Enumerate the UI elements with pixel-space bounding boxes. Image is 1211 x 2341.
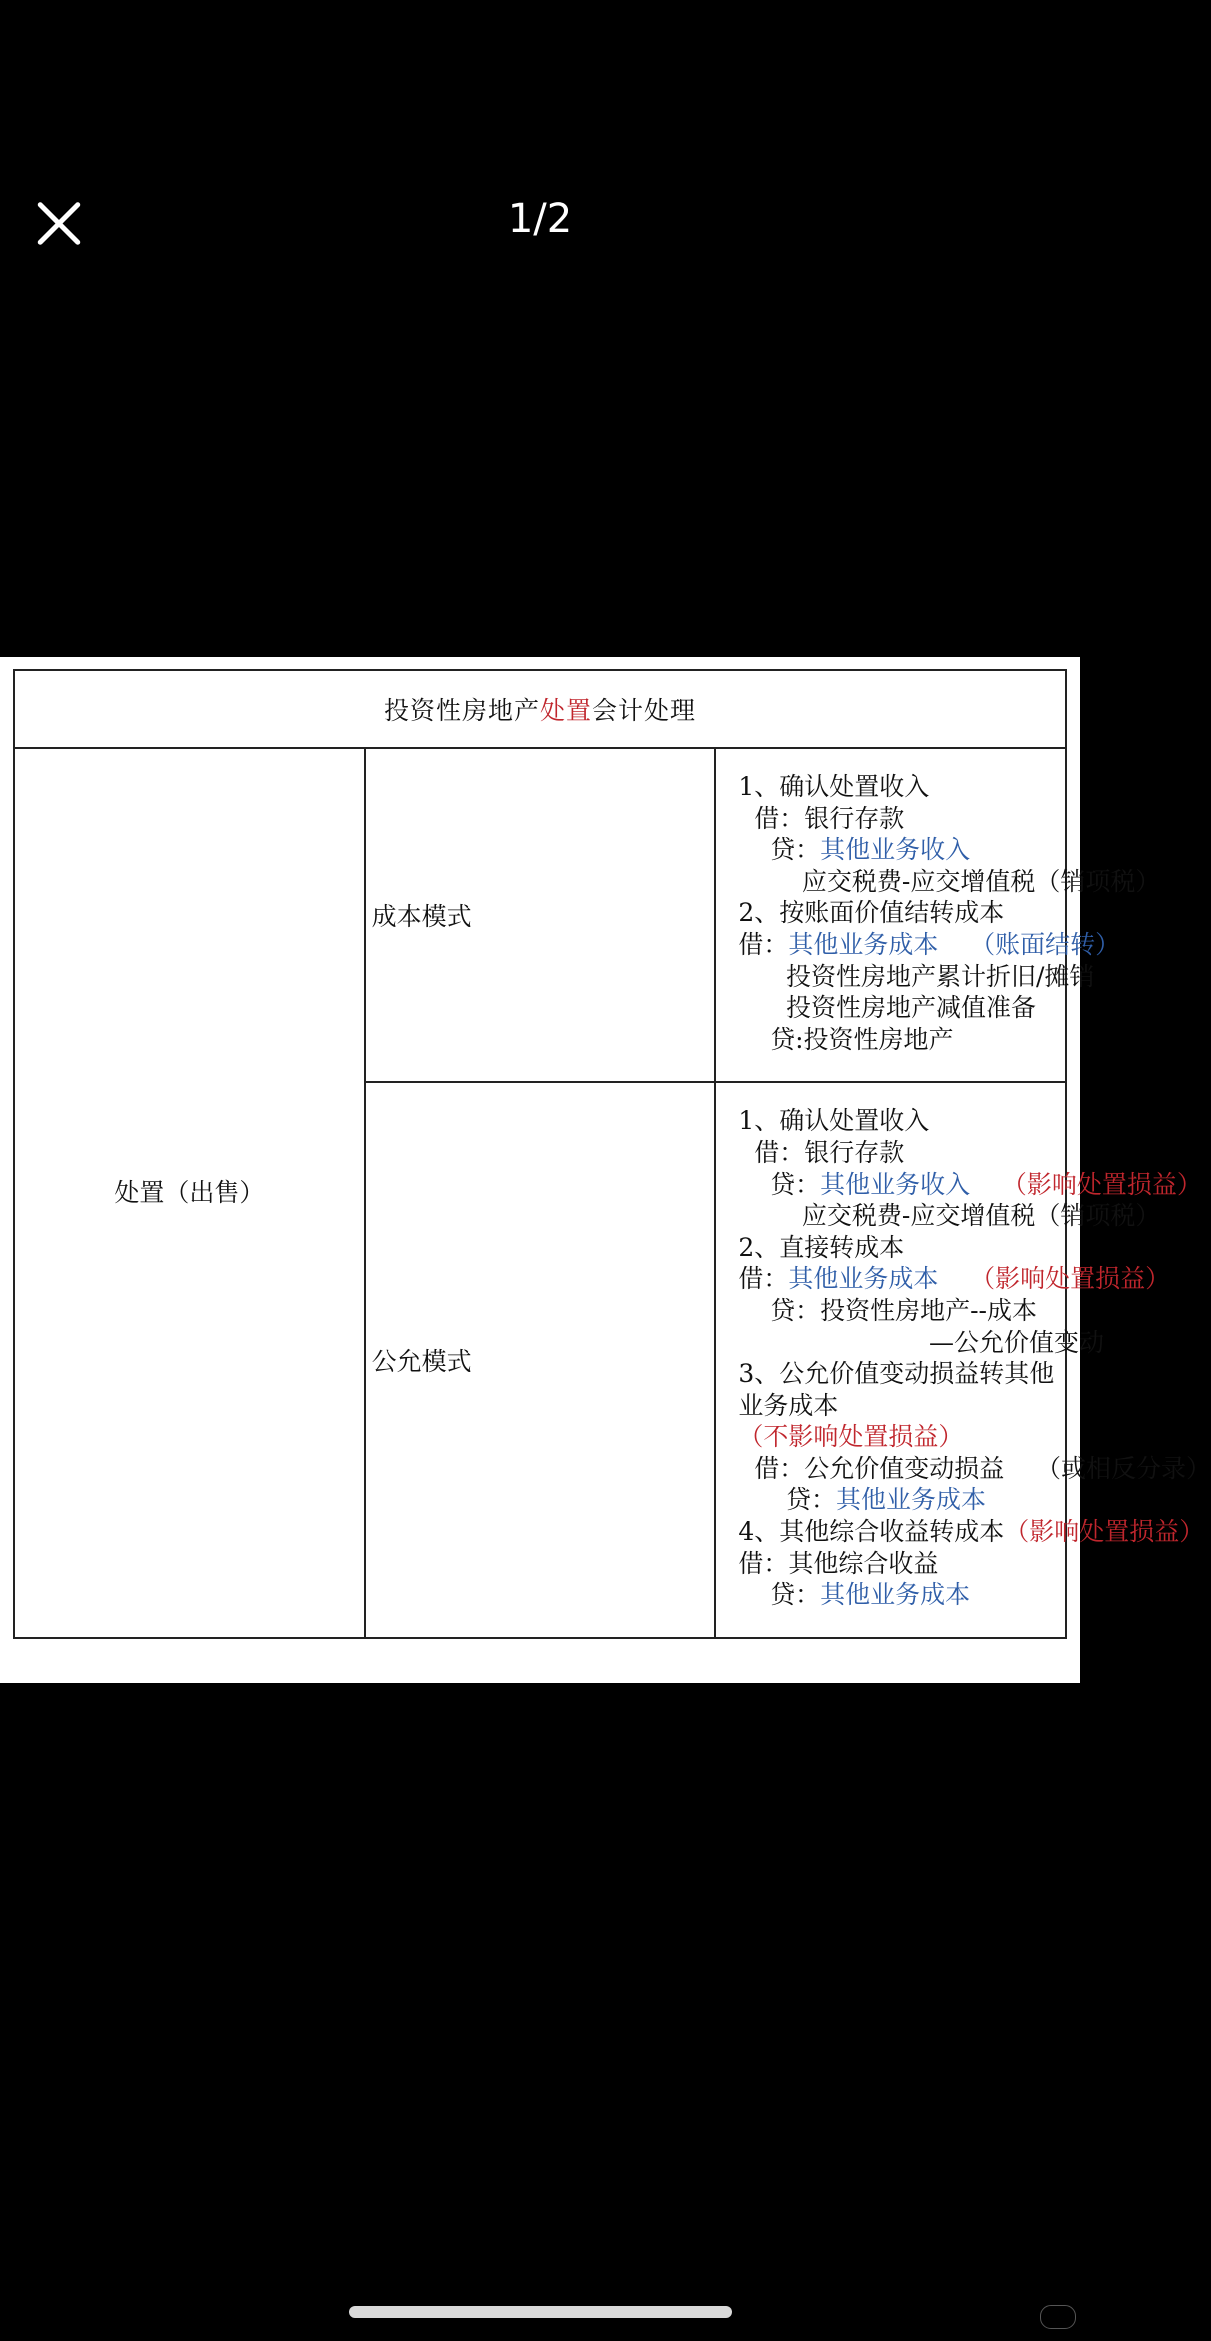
journal-line: 贷：投资性房地产--成本: [738, 1295, 1037, 1325]
journal-line: —公允价值变动: [738, 1327, 1105, 1357]
journal-line: 贷：其他业务收入 （影响处置损益）: [738, 1169, 1202, 1199]
row-label-disposal: 处置（出售）: [14, 748, 365, 1638]
journal-line: 借：其他综合收益: [738, 1548, 939, 1578]
journal-line: 借：其他业务成本 （账面结转）: [738, 929, 1121, 959]
journal-line: 1、确认处置收入: [738, 1106, 930, 1136]
fair-value-model-label: 公允模式: [365, 1082, 716, 1638]
journal-line: 借：银行存款: [738, 1137, 905, 1167]
viewer-top-bar: [0, 0, 1080, 330]
page-counter: 1/2: [507, 196, 573, 242]
journal-line: 投资性房地产减值准备: [738, 993, 1036, 1023]
journal-line: 借：公允价值变动损益 （或相反分录）: [738, 1453, 1211, 1483]
cost-model-label: 成本模式: [365, 748, 716, 1082]
journal-line: 2、按账面价值结转成本: [738, 898, 1005, 928]
journal-line: 贷：其他业务成本: [738, 1485, 987, 1515]
journal-line: 2、直接转成本: [738, 1232, 905, 1262]
home-indicator[interactable]: [349, 2306, 732, 2318]
journal-line: 借：银行存款: [738, 803, 905, 833]
journal-line: 应交税费-应交增值税（销项税）: [738, 1201, 1161, 1231]
table-title: 投资性房地产处置会计处理: [14, 670, 1066, 748]
accounting-table: [13, 669, 1211, 1639]
fair-value-entries: [738, 1083, 1211, 1637]
journal-line: 1、确认处置收入: [738, 772, 930, 801]
journal-line: 借：其他业务成本 （影响处置损益）: [738, 1264, 1171, 1294]
image-content[interactable]: [0, 657, 1211, 1683]
journal-line: 贷：其他业务收入: [738, 835, 971, 865]
watermark-logo: [1040, 2305, 1076, 2329]
journal-line: 贷:投资性房地产: [738, 1024, 954, 1054]
cost-model-entries: [738, 749, 1161, 1081]
journal-line: 贷：其他业务成本: [738, 1580, 971, 1610]
journal-line: 3、公允价值变动损益转其他业务成本（不影响处置损益）: [738, 1359, 1055, 1452]
journal-line: 应交税费-应交增值税（销项税）: [738, 866, 1161, 896]
journal-line: 投资性房地产累计折旧/摊销: [738, 961, 1095, 991]
journal-line: 4、其他综合收益转成本（影响处置损益）: [738, 1517, 1205, 1547]
